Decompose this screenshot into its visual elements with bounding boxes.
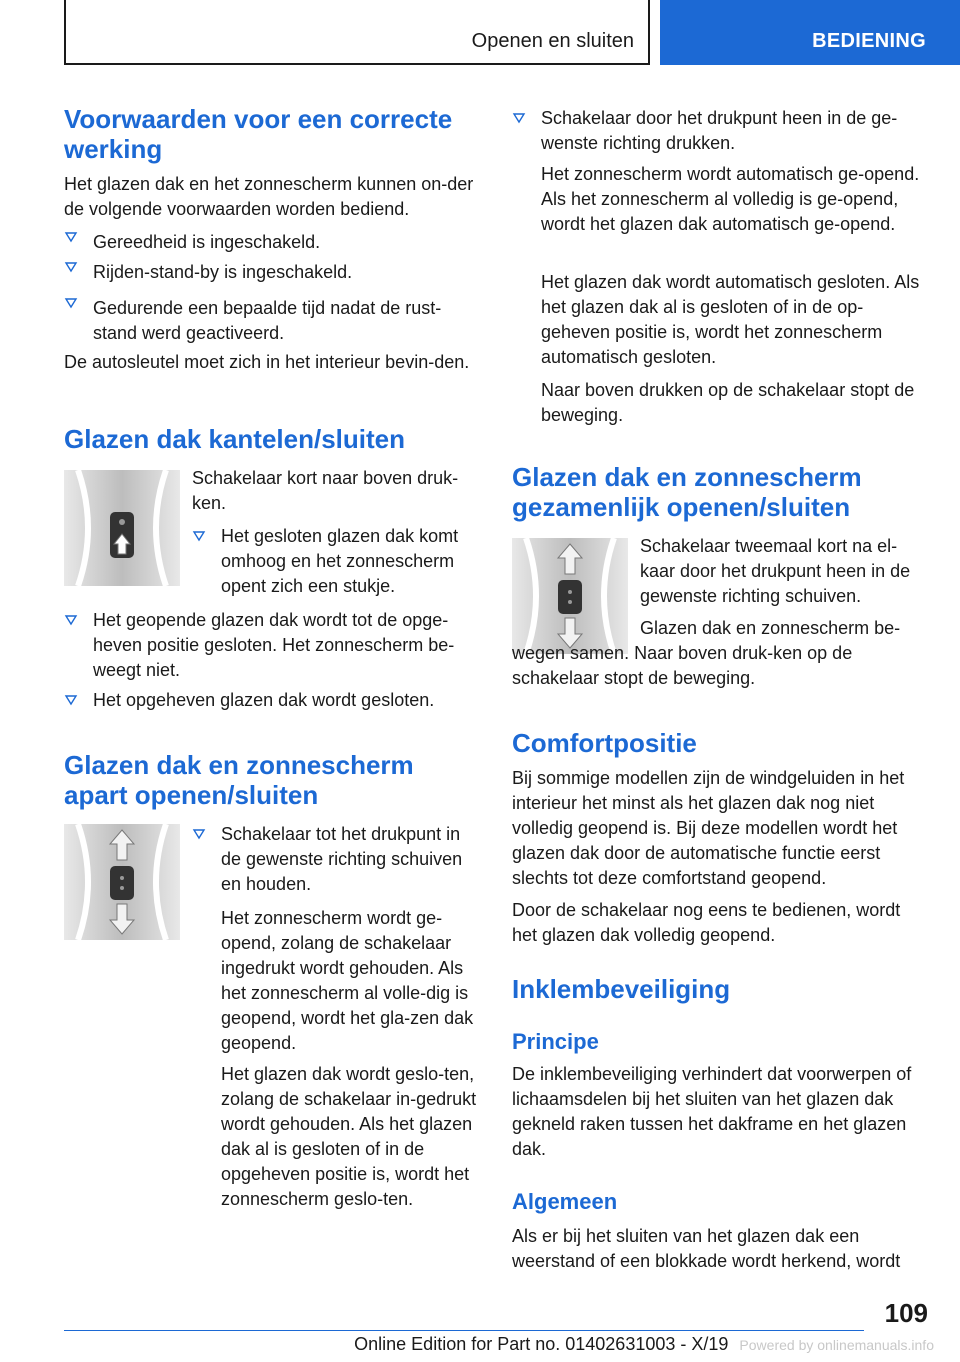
triangle-bullet-icon: [64, 613, 78, 627]
chapter-tab-label: BEDIENING: [812, 30, 926, 52]
heading-kantelen: Glazen dak kantelen/sluiten: [64, 424, 405, 454]
footer-edition: Online Edition for Part no. 01402631003 - X/19 Powered by onlinemanuals.info: [354, 1334, 934, 1354]
list-item: Rijden-stand-by is ingeschakeld.: [64, 260, 480, 285]
section-title: Openen en sluiten: [471, 30, 634, 52]
intro-text: Het glazen dak en het zonnescherm kunnen on-der de volgende voorwaarden worden bediend.: [64, 174, 474, 219]
triangle-bullet-icon: [192, 827, 206, 841]
triangle-bullet-icon: [64, 693, 78, 707]
auto-para-2: Het glazen dak wordt automatisch gesloten. Als het glazen dak al is gesloten of in de op-geheven positie is, wordt het zonnescherm automatisch gesloten.: [541, 272, 920, 367]
triangle-bullet-icon: [512, 111, 526, 125]
heading-voorwaarden: Voorwaarden voor een correcte werking: [64, 104, 453, 164]
comfort-para-2: Door de schakelaar nog eens te bedienen, wordt het glazen dak volledig geopend.: [512, 900, 901, 945]
footer-divider: [64, 1330, 864, 1331]
list-item: Gereedheid is ingeschakeld.: [64, 230, 480, 255]
triangle-bullet-icon: [192, 529, 206, 543]
heading-inklembeveiliging: Inklembeveiliging: [512, 974, 731, 1004]
chapter-tab[interactable]: [660, 0, 960, 65]
triangle-bullet-icon: [64, 230, 78, 244]
principe-text: De inklembeveiliging verhindert dat voorwerpen of lichaamsdelen bij het sluiten van het glazen dak gekneld raken tussen het dakframe en het glazen dak.: [512, 1064, 912, 1159]
algemeen-text: Als er bij het sluiten van het glazen dak een weerstand of een blokkade wordt herkend, wordt: [512, 1226, 901, 1271]
list-item: Schakelaar tot het drukpunt in de gewenste richting schuiven en houden.: [192, 822, 482, 897]
together-para-1: Schakelaar tweemaal kort na el-kaar door het drukpunt heen in de gewenste richting schuiven.: [640, 536, 911, 606]
list-item: Het geopende glazen dak wordt tot de opge-heven positie gesloten. Het zonnescherm be-weegt niet.: [64, 608, 480, 683]
auto-para-3: Naar boven drukken op de schakelaar stopt de beweging.: [541, 380, 915, 425]
auto-para-1: Het zonnescherm wordt automatisch ge-opend. Als het zonnescherm al volledig is ge-opend, wordt het glazen dak automatisch ge-opend.: [541, 164, 920, 234]
separate-para-2: Het glazen dak wordt geslo-ten, zolang de schakelaar in-gedrukt wordt gehouden. Als het glazen dak al is gesloten of in de opgeheven positie is, wordt het zonnescherm geslo-ten.: [221, 1064, 477, 1209]
list-item: Het gesloten glazen dak komt omhoog en het zonnescherm opent zich een stukje.: [192, 524, 482, 599]
together-para-2: Glazen dak en zonnescherm be-wegen samen. Naar boven druk-ken op de schakelaar stopt de beweging.: [512, 618, 901, 688]
roof-switch-separate-illustration: [64, 824, 180, 940]
heading-apart: Glazen dak en zonnescherm apart openen/sluiten: [64, 750, 414, 810]
heading-gezamenlijk: Glazen dak en zonnescherm gezamenlijk openen/sluiten: [512, 462, 862, 522]
comfort-para-1: Bij sommige modellen zijn de windgeluiden in het interieur het minst als het glazen dak nog niet volledig geopend is. Bij deze modellen wordt het glazen dak door de automatische functie eerst slechts tot deze comfortstand geopend.: [512, 768, 905, 888]
header-section-box: [64, 0, 650, 65]
triangle-bullet-icon: [64, 296, 78, 310]
subheading-principe: Principe: [512, 1029, 599, 1054]
subheading-algemeen: Algemeen: [512, 1189, 618, 1214]
tilt-instruction: Schakelaar kort naar boven druk-ken.: [192, 468, 459, 513]
list-item: Het opgeheven glazen dak wordt gesloten.: [64, 688, 480, 713]
triangle-bullet-icon: [64, 260, 78, 274]
roof-switch-tilt-illustration: [64, 470, 180, 586]
separate-para-1: Het zonnescherm wordt ge-opend, zolang de schakelaar ingedrukt wordt gehouden. Als het zonnescherm al volle-dig is geopend, wordt het gla-zen dak geopend.: [221, 908, 474, 1053]
list-item: Schakelaar door het drukpunt heen in de ge-wenste richting drukken.: [512, 106, 930, 156]
page-number: 109: [884, 1298, 928, 1328]
footer-watermark: Powered by onlinemanuals.info: [739, 1337, 934, 1353]
note-text: De autosleutel moet zich in het interieur bevin-den.: [64, 352, 470, 372]
list-item: Gedurende een bepaalde tijd nadat de rust-stand werd geactiveerd.: [64, 296, 480, 346]
heading-comfortpositie: Comfortpositie: [512, 728, 697, 758]
